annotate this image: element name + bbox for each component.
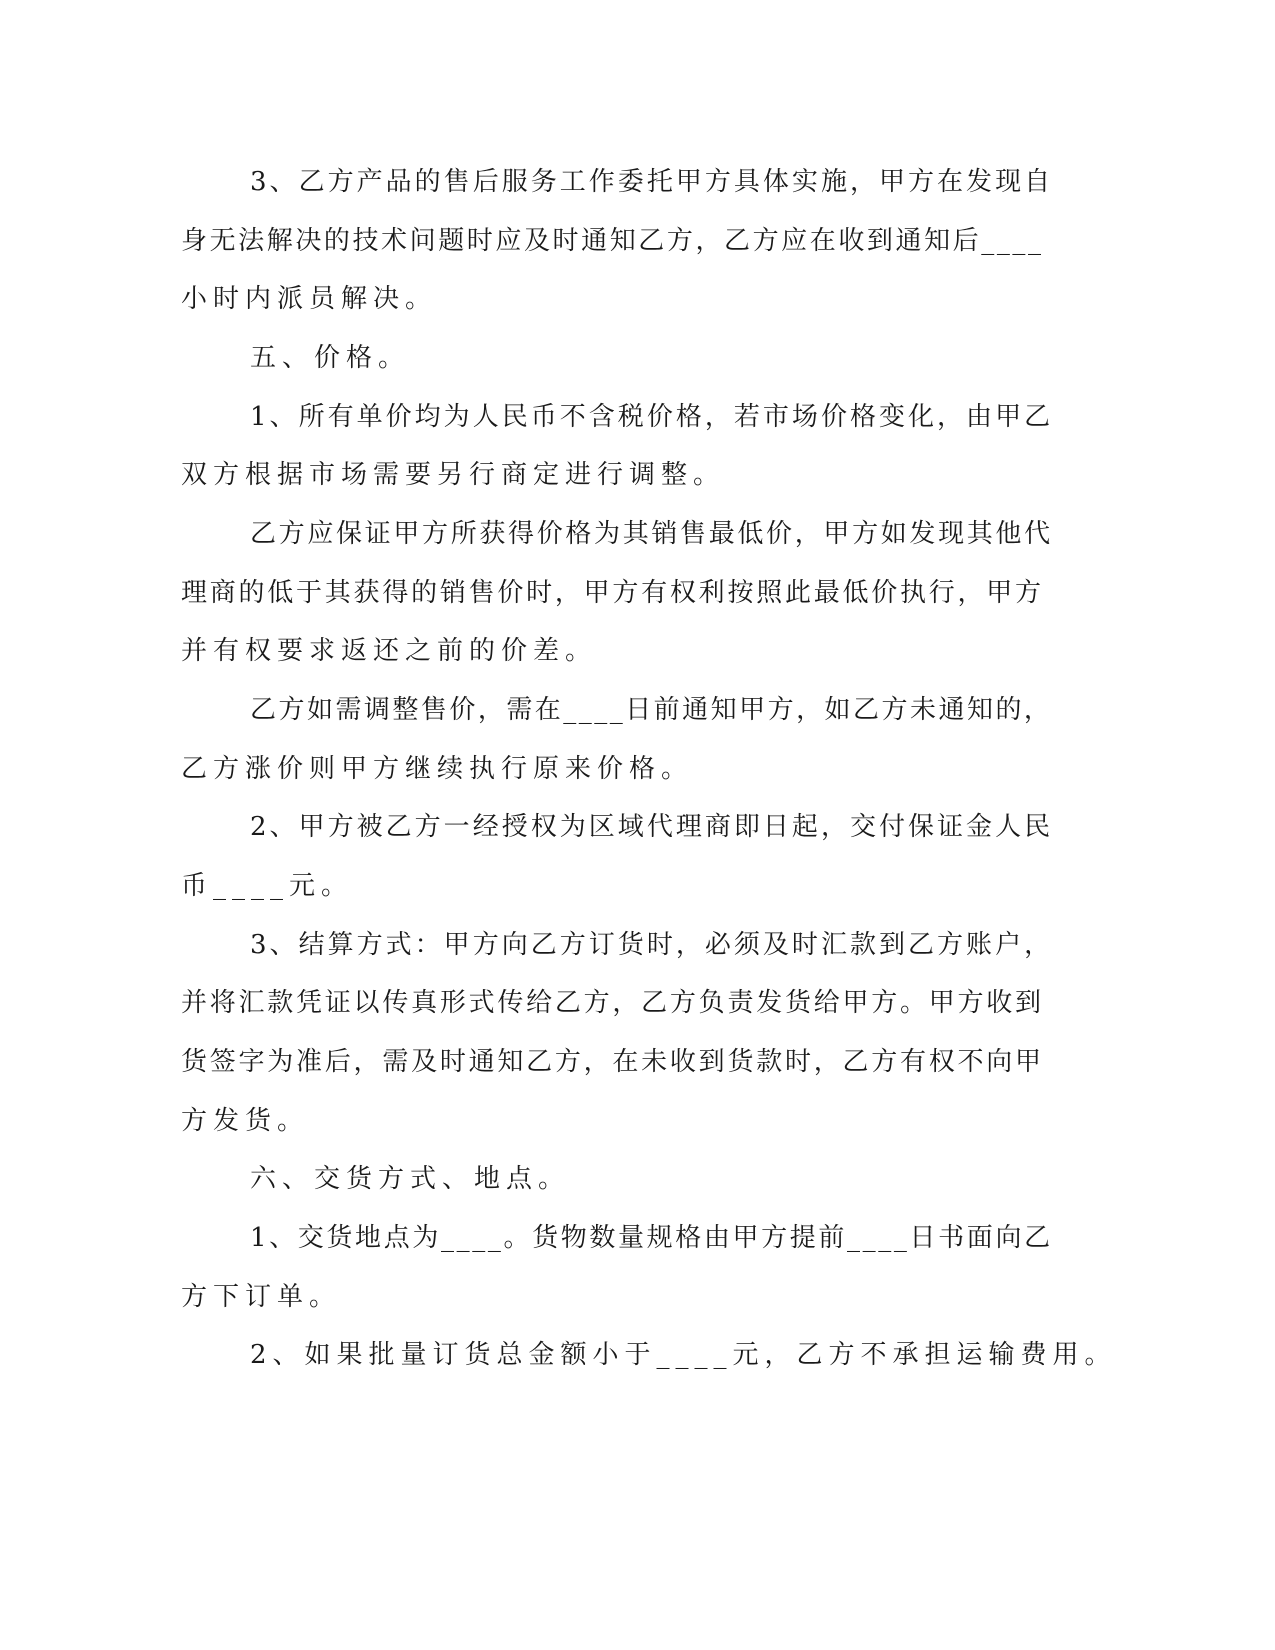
text-line: 乙方应保证甲方所获得价格为其销售最低价，甲方如发现其他代 [250,519,1053,549]
text-line: 3、结算方式：甲方向乙方订货时，必须及时汇款到乙方账户， [250,930,1054,960]
text-line: 货签字为准后，需及时通知乙方，在未收到货款时，乙方有权不向甲 [181,1047,1044,1077]
text-line: 2、如果批量订货总金额小于____元，乙方不承担运输费用。 [250,1340,1117,1370]
text-line: 理商的低于其获得的销售价时，甲方有权利按照此最低价执行，甲方 [181,578,1044,608]
text-line: 方下订单。 [181,1282,342,1312]
text-line: 双方根据市场需要另行商定进行调整。 [181,460,726,490]
section-heading: 五、价格。 [250,343,411,373]
text-line: 小时内派员解决。 [181,284,438,314]
text-line: 并将汇款凭证以传真形式传给乙方，乙方负责发货给甲方。甲方收到 [181,988,1044,1018]
text-line: 币____元。 [181,871,354,901]
text-line: 乙方涨价则甲方继续执行原来价格。 [181,754,694,784]
text-line: 1、交货地点为____。货物数量规格由甲方提前____日书面向乙 [250,1223,1053,1253]
text-line: 方发货。 [181,1106,310,1136]
section-heading: 六、交货方式、地点。 [250,1164,571,1194]
text-line: 并有权要求返还之前的价差。 [181,636,598,666]
text-line: 2、甲方被乙方一经授权为区域代理商即日起，交付保证金人民 [250,812,1054,842]
text-line: 乙方如需调整售价，需在____日前通知甲方，如乙方未通知的， [250,695,1053,725]
text-line: 3、乙方产品的售后服务工作委托甲方具体实施，甲方在发现自 [250,167,1054,197]
text-line: 身无法解决的技术问题时应及时通知乙方，乙方应在收到通知后____ [181,226,1044,256]
text-line: 1、所有单价均为人民币不含税价格，若市场价格变化，由甲乙 [250,402,1054,432]
